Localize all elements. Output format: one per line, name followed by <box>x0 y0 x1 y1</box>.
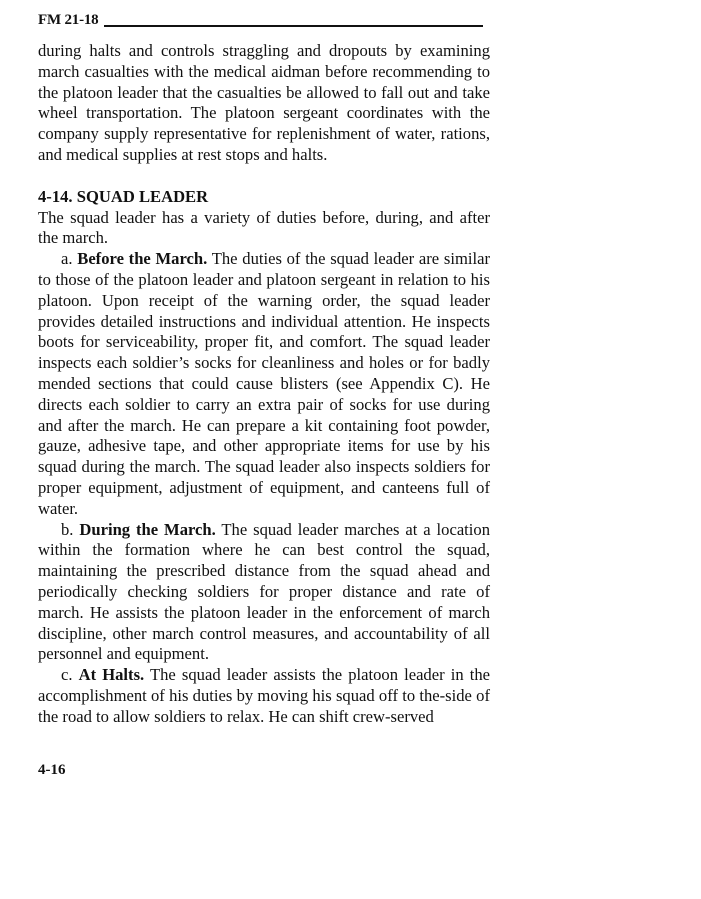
section-intro: The squad leader has a variety of duties before, during, and after the march. <box>38 207 490 248</box>
subsection-label: At Halts. <box>78 665 145 685</box>
subsection-text: The squad leader marches at a location within the formation where he can best control the squad, maintaining the prescribed distance from the squad ahead and periodically checking soldiers for proper distance and rate of march. He assists the platoon leader in the enforcement of march discipline, other march control measures, and accountability of all personnel and equipment. <box>38 519 490 664</box>
subsection-text: The squad leader assists the platoon leader in the accomplishment of his duties by moving his squad off to the-side of the road to allow soldiers to relax. He can shift crew-served <box>38 665 490 726</box>
subsection-label: During the March. <box>79 519 216 539</box>
subsection-text: The duties of the squad leader are similar to those of the platoon leader and platoon sergeant in relation to his platoon. Upon receipt of the warning order, the squad leader provides detailed instructions and individual attention. He inspects boots for serviceability, proper fit, and comfort. The squad leader inspects each soldier’s socks for cleanliness and holes or for badly mended sections that could cause blisters (see Appendix C). He directs each soldier to carry an extra pair of socks for use during and after the march. He can prepare a kit containing foot powder, gauze, adhesive tape, and other appropriate items for use by his squad during the march. The squad leader also inspects soldiers for proper equipment, adjustment of equipment, and canteens full of water. <box>38 249 490 518</box>
page-number: 4-16 <box>38 762 66 778</box>
manual-title: FM 21-18 <box>38 12 99 28</box>
subsection-letter: b. <box>61 519 74 539</box>
page-header <box>38 10 483 30</box>
subsection-letter: c. <box>61 665 73 685</box>
subsection-during-march <box>38 520 490 666</box>
subsection-at-halts <box>38 665 490 727</box>
intro-paragraph: during halts and controls straggling and dropouts by examining march casualties with the medical aidman before recommending to the platoon leader that the casualties be allowed to fall out and take wheel transportation. The platoon sergeant coordinates with the company supply representative for replenishment of water, rations, and medical supplies at rest stops and halts. <box>38 41 490 164</box>
page-body <box>38 41 490 728</box>
header-rule <box>104 25 483 27</box>
subsection-label: Before the March. <box>77 249 208 269</box>
subsection-letter: a. <box>61 249 73 269</box>
subsection-before-march <box>38 249 490 519</box>
section-heading: 4-14. SQUAD LEADER <box>38 186 209 206</box>
